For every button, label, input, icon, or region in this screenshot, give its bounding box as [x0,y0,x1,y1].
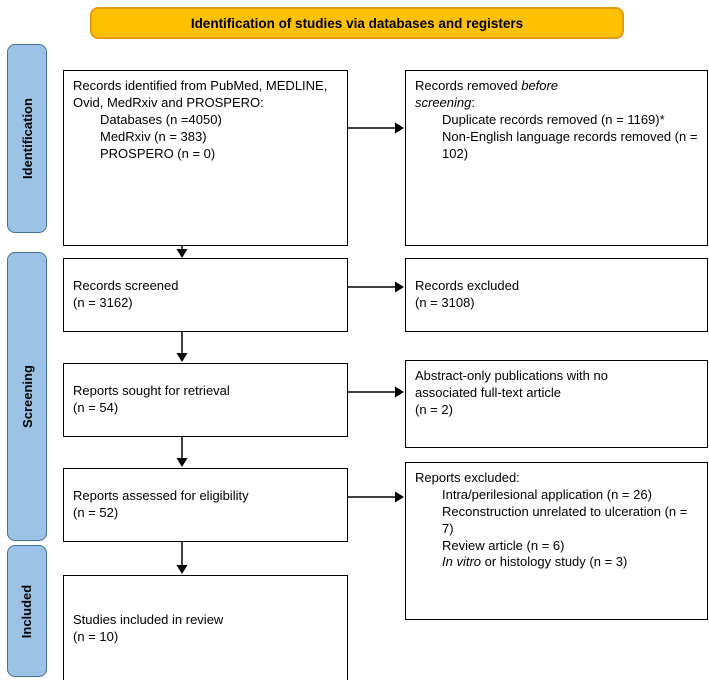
reports-excluded-item-review: Review article (n = 6) [442,537,565,553]
records-screened-label: Records screened [73,278,179,294]
abstract-only-count: (n = 2) [415,401,453,417]
stage-identification [7,44,47,233]
records-identified-box [63,70,348,246]
abstract-only-line: associated full-text article [415,384,561,400]
records-identified-item-medrxiv: MedRxiv (n = 383) [100,128,207,144]
reports-excluded-item-in-vitro [442,554,698,571]
reports-assessed-label: Reports assessed for eligibility [73,488,249,504]
studies-included-box [63,575,348,680]
studies-included-count: (n = 10) [73,628,119,644]
records-removed-intro-italic: before screening [415,78,559,110]
records-excluded-box [405,258,708,332]
stage-screening-label: Screening [19,365,35,428]
records-removed-intro-colon: : [471,94,475,110]
records-removed-item-duplicates: Duplicate records removed (n = 1169)* [442,111,665,127]
abstract-only-box [405,360,708,448]
header-banner [90,7,624,39]
reports-excluded-item-in-vitro-rest: or histology study (n = 3) [481,554,628,570]
records-removed-item-non-english: Non-English language records removed (n = 102) [442,128,698,161]
reports-assessed-box [63,468,348,542]
reports-assessed-count: (n = 52) [73,505,119,520]
records-removed-intro-text: Records removed [415,78,522,93]
stage-screening [7,252,47,541]
reports-excluded-item-in-vitro-italic: In vitro [442,554,482,570]
reports-excluded-box [405,462,708,620]
stage-included [7,545,47,677]
abstract-only-line: Abstract-only publications with no [415,368,608,383]
records-screened-count: (n = 3162) [73,295,133,310]
records-screened-box [63,258,348,332]
header-title: Identification of studies via databases and registers [190,15,524,31]
stage-included-label: Included [19,584,35,638]
studies-included-label: Studies included in review [73,611,224,627]
reports-sought-count: (n = 54) [73,400,119,415]
reports-excluded-item-intralesional: Intra/perilesional application (n = 26) [442,486,652,502]
records-identified-intro: Records identified from PubMed, MEDLINE, Ovid, MedRxiv and PROSPERO: [73,78,328,110]
records-removed-box [405,70,708,246]
records-identified-item-databases: Databases (n =4050) [100,111,222,127]
records-removed-intro [415,78,610,112]
reports-excluded-title: Reports excluded: [415,470,520,485]
reports-sought-label: Reports sought for retrieval [73,383,230,399]
stage-identification-label: Identification [19,98,35,179]
records-identified-item-prospero: PROSPERO (n = 0) [100,145,216,161]
reports-excluded-item-reconstruction: Reconstruction unrelated to ulceration (n = 7) [442,503,688,536]
records-excluded-count: (n = 3108) [415,295,475,310]
reports-sought-box [63,363,348,437]
records-excluded-label: Records excluded [415,278,520,294]
